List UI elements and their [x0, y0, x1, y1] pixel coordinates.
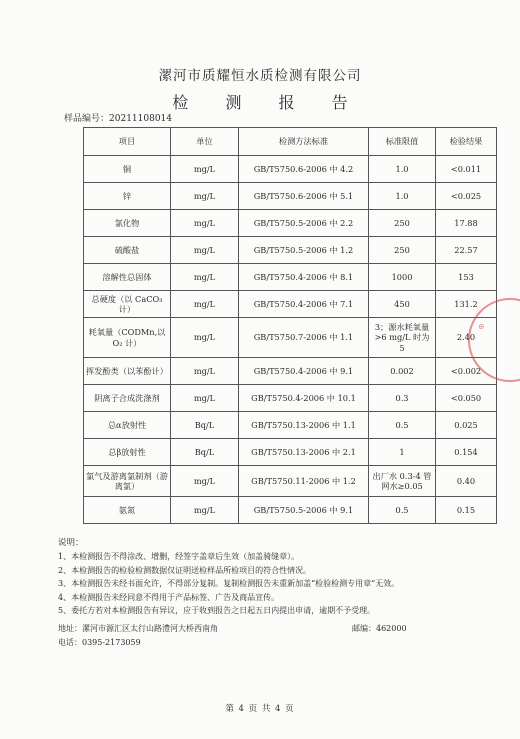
cell-item: 溶解性总固体 — [84, 264, 171, 291]
cell-result: 0.025 — [436, 412, 497, 439]
note-item: 5、委托方若对本检测报告有异议，应于收到报告之日起五日内提出申请，逾期不予受理。 — [58, 606, 376, 616]
cell-method: GB/T5750.13-2006 中 1.1 — [239, 412, 369, 439]
cell-unit: mg/L — [171, 385, 239, 412]
cell-limit: 450 — [369, 291, 436, 318]
cell-limit: 1 — [369, 439, 436, 466]
sample-number-value: 20211108014 — [109, 114, 173, 124]
table-row — [84, 318, 497, 358]
cell-limit: 0.3 — [369, 385, 436, 412]
cell-result: 22.57 — [436, 237, 497, 264]
cell-limit: 0.5 — [369, 497, 436, 524]
cell-result: 2.40 — [436, 318, 497, 358]
cell-result: 153 — [436, 264, 497, 291]
cell-method: GB/T5750.13-2006 中 2.1 — [239, 439, 369, 466]
cell-limit: 1.0 — [369, 156, 436, 183]
note-item: 4、本检测报告未经同意不得用于产品标签、广告及商品宣传。 — [58, 592, 280, 602]
cell-result: <0.011 — [436, 156, 497, 183]
postal-code: 邮编：462000 — [352, 624, 407, 633]
cell-result: 0.154 — [436, 439, 497, 466]
notes-title: 说明： — [58, 538, 84, 548]
cell-unit: mg/L — [171, 183, 239, 210]
address-line — [58, 623, 407, 634]
table-row — [84, 291, 497, 318]
table-row — [84, 156, 497, 183]
cell-method: GB/T5750.4-2006 中 10.1 — [239, 385, 369, 412]
seal-stamp-mark: ⊕ — [476, 322, 487, 331]
cell-limit: 0.5 — [369, 412, 436, 439]
cell-item: 总α放射性 — [84, 412, 171, 439]
cell-method: GB/T5750.5-2006 中 1.2 — [239, 237, 369, 264]
table-row — [84, 264, 497, 291]
table-header-row — [84, 128, 497, 156]
cell-unit: mg/L — [171, 291, 239, 318]
cell-limit: 1000 — [369, 264, 436, 291]
cell-method: GB/T5750.6-2006 中 4.2 — [239, 156, 369, 183]
cell-item: 阴离子合成洗涤剂 — [84, 385, 171, 412]
cell-method: GB/T5750.4-2006 中 8.1 — [239, 264, 369, 291]
cell-result: <0.025 — [436, 183, 497, 210]
cell-unit: mg/L — [171, 237, 239, 264]
cell-method: GB/T5750.4-2006 中 7.1 — [239, 291, 369, 318]
header-item: 项目 — [84, 128, 171, 156]
header-limit: 标准限值 — [369, 128, 436, 156]
note-item: 1、本检测报告不得涂改、增删，经签字盖章后生效（加盖骑缝章）。 — [58, 552, 300, 561]
note-item: 2、本检测报告的检验检测数据仅证明送检样品所检项目的符合性情况。 — [58, 565, 312, 575]
cell-limit: 1.0 — [369, 183, 436, 210]
cell-limit: 250 — [369, 237, 436, 264]
table-row — [84, 210, 497, 237]
cell-item: 氨氮 — [84, 497, 171, 524]
cell-unit: Bq/L — [171, 412, 239, 439]
cell-method: GB/T5750.5-2006 中 2.2 — [239, 210, 369, 237]
cell-result: 0.40 — [436, 466, 497, 497]
cell-limit: 0.002 — [369, 358, 436, 385]
cell-item: 铜 — [84, 156, 171, 183]
table-row — [84, 412, 497, 439]
cell-result: <0.002 — [436, 358, 497, 385]
cell-unit: Bq/L — [171, 439, 239, 466]
cell-unit: mg/L — [171, 318, 239, 358]
header-method: 检测方法标准 — [239, 128, 369, 156]
notes-list — [58, 550, 399, 618]
header-result: 检验结果 — [436, 128, 497, 156]
results-table — [83, 127, 497, 524]
phone: 电话：0395-2173059 — [58, 638, 141, 647]
cell-method: GB/T5750.6-2006 中 5.1 — [239, 183, 369, 210]
cell-unit: mg/L — [171, 358, 239, 385]
report-title: 检 测 报 告 — [172, 93, 364, 112]
cell-result: 17.88 — [436, 210, 497, 237]
table-row — [84, 439, 497, 466]
table-row — [84, 237, 497, 264]
sample-number-label: 样品编号： — [64, 114, 110, 124]
table-row — [84, 497, 497, 524]
cell-method: GB/T5750.5-2006 中 9.1 — [239, 497, 369, 524]
page-number: 第 4 页 共 4 页 — [225, 704, 295, 714]
cell-method: GB/T5750.7-2006 中 1.1 — [239, 318, 369, 358]
cell-unit: mg/L — [171, 466, 239, 497]
company-name: 漯河市质耀恒水质检测有限公司 — [158, 68, 362, 84]
cell-item: 总β放射性 — [84, 439, 171, 466]
sample-number — [64, 111, 172, 124]
table-row — [84, 358, 497, 385]
cell-item: 挥发酚类（以苯酚计） — [84, 358, 171, 385]
header-unit: 单位 — [171, 128, 239, 156]
cell-item: 氯气及游离氯制剂（游离氯） — [84, 466, 171, 497]
cell-result: <0.050 — [436, 385, 497, 412]
cell-item: 锌 — [84, 183, 171, 210]
cell-result: 0.15 — [436, 497, 497, 524]
cell-result: 131.2 — [436, 291, 497, 318]
cell-limit: 3；源水耗氧量>6 mg/L 时为 5 — [369, 318, 436, 358]
cell-method: GB/T5750.4-2006 中 9.1 — [239, 358, 369, 385]
table-row — [84, 385, 497, 412]
table-row — [84, 183, 497, 210]
cell-limit: 250 — [369, 210, 436, 237]
cell-item: 耗氧量（CODMn,以 O₂ 计） — [84, 318, 171, 358]
cell-unit: mg/L — [171, 156, 239, 183]
cell-limit: 出厂水 0.3-4 管网水≥0.05 — [369, 466, 436, 497]
cell-unit: mg/L — [171, 497, 239, 524]
cell-unit: mg/L — [171, 264, 239, 291]
cell-unit: mg/L — [171, 210, 239, 237]
cell-item: 硫酸盐 — [84, 237, 171, 264]
cell-item: 氯化物 — [84, 210, 171, 237]
cell-item: 总硬度（以 CaCO₃ 计） — [84, 291, 171, 318]
note-item: 3、本检测报告未经书面允许，不得部分复制。复制检测报告未重新加盖“检验检测专用章”无效。 — [58, 579, 400, 589]
cell-method: GB/T5750.11-2006 中 1.2 — [239, 466, 369, 497]
table-row — [84, 466, 497, 497]
address: 地址：漯河市源汇区太行山路澧河大桥西南角 — [58, 624, 218, 633]
